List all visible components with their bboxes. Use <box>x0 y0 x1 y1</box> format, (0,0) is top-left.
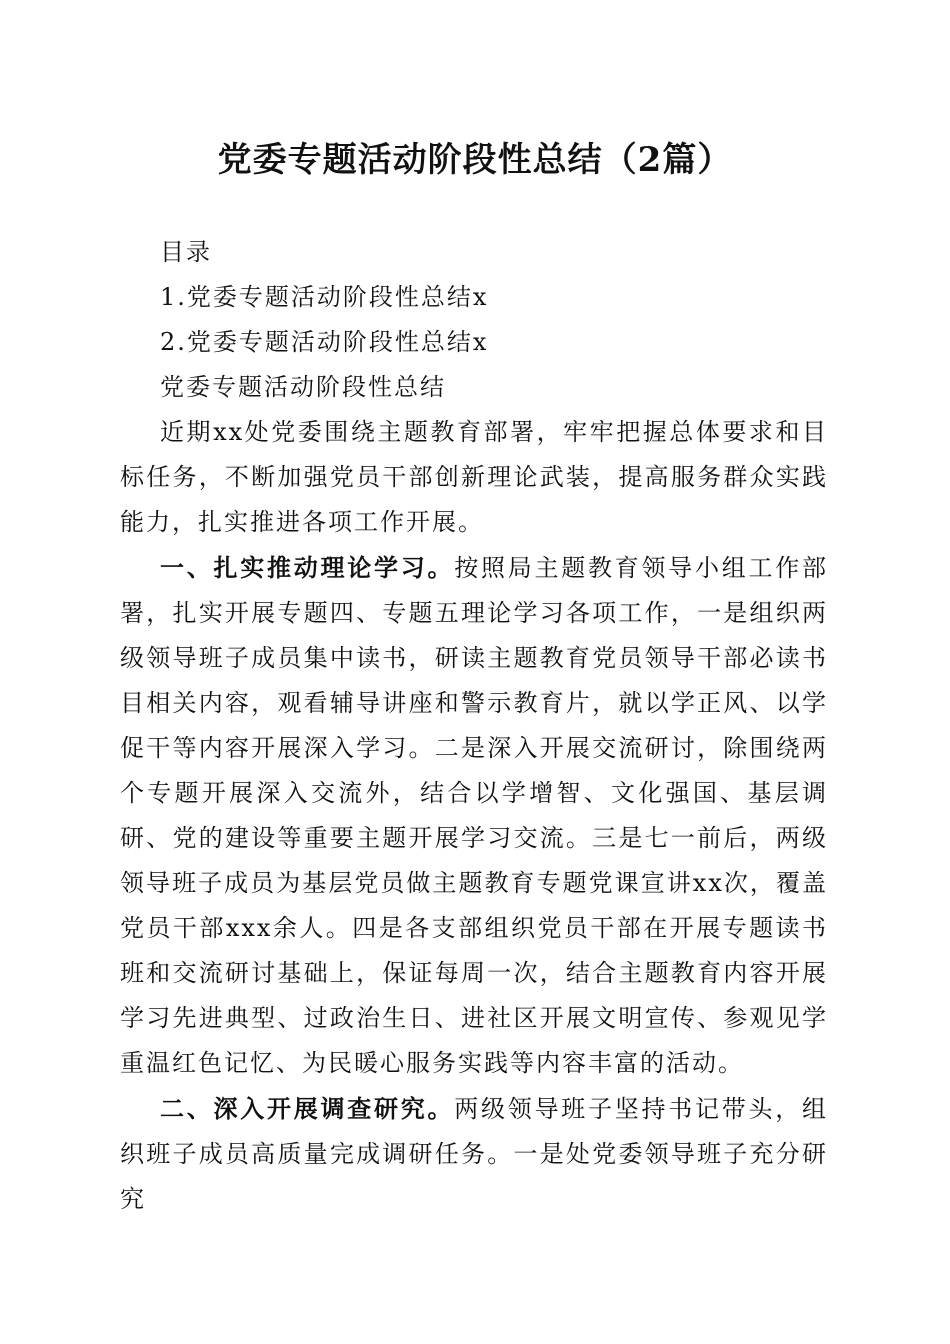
paragraph-2-text: 两级领导班子坚持书记带头，组织班子成员高质量完成调研任务。一是处党委领导班子充分研究 <box>120 1095 828 1213</box>
intro-paragraph: 近期xx处党委围绕主题教育部署，牢牢把握总体要求和目标任务，不断加强党员干部创新理论武装，提高服务群众实践能力，扎实推进各项工作开展。 <box>120 418 828 536</box>
paragraph-1-text: 按照局主题教育领导小组工作部署，扎实开展专题四、专题五理论学习各项工作，一是组织两级领导班子成员集中读书，研读主题教育党员领导干部必读书目相关内容，观看辅导讲座和警示教育片，就以学正风、以学促干等内容开展深入学习。二是深入开展交流研讨，除围绕两个专题开展深入交流外，结合以学增智、文化强国、基层调研、党的建设等重要主题开展学习交流。三是七一前后，两级领导班子成员为基层党员做主题教育专题党课宣讲xx次，覆盖党员干部xxx余人。四是各支部组织党员干部在开展专题读书班和交流研讨基础上，保证每周一次，结合主题教育内容开展学习先进典型、过政治生日、进社区开展文明宣传、参观见学重温红色记忆、为民暖心服务实践等内容丰富的活动。 <box>120 554 828 1077</box>
paragraph-1-heading: 一、扎实推动理论学习。 <box>160 553 455 582</box>
toc-item-1[interactable]: 1.党委专题活动阶段性总结x <box>160 283 489 311</box>
toc-item-2[interactable]: 2.党委专题活动阶段性总结x <box>160 328 489 356</box>
paragraph-2 <box>120 1086 828 1222</box>
paragraph-2-heading: 二、深入开展调查研究。 <box>160 1094 455 1123</box>
paragraph-1 <box>120 545 828 1086</box>
document-body <box>120 230 828 1222</box>
toc-label: 目录 <box>160 238 212 266</box>
document-title: 党委专题活动阶段性总结（2篇） <box>217 140 733 180</box>
section-title: 党委专题活动阶段性总结 <box>160 373 446 401</box>
